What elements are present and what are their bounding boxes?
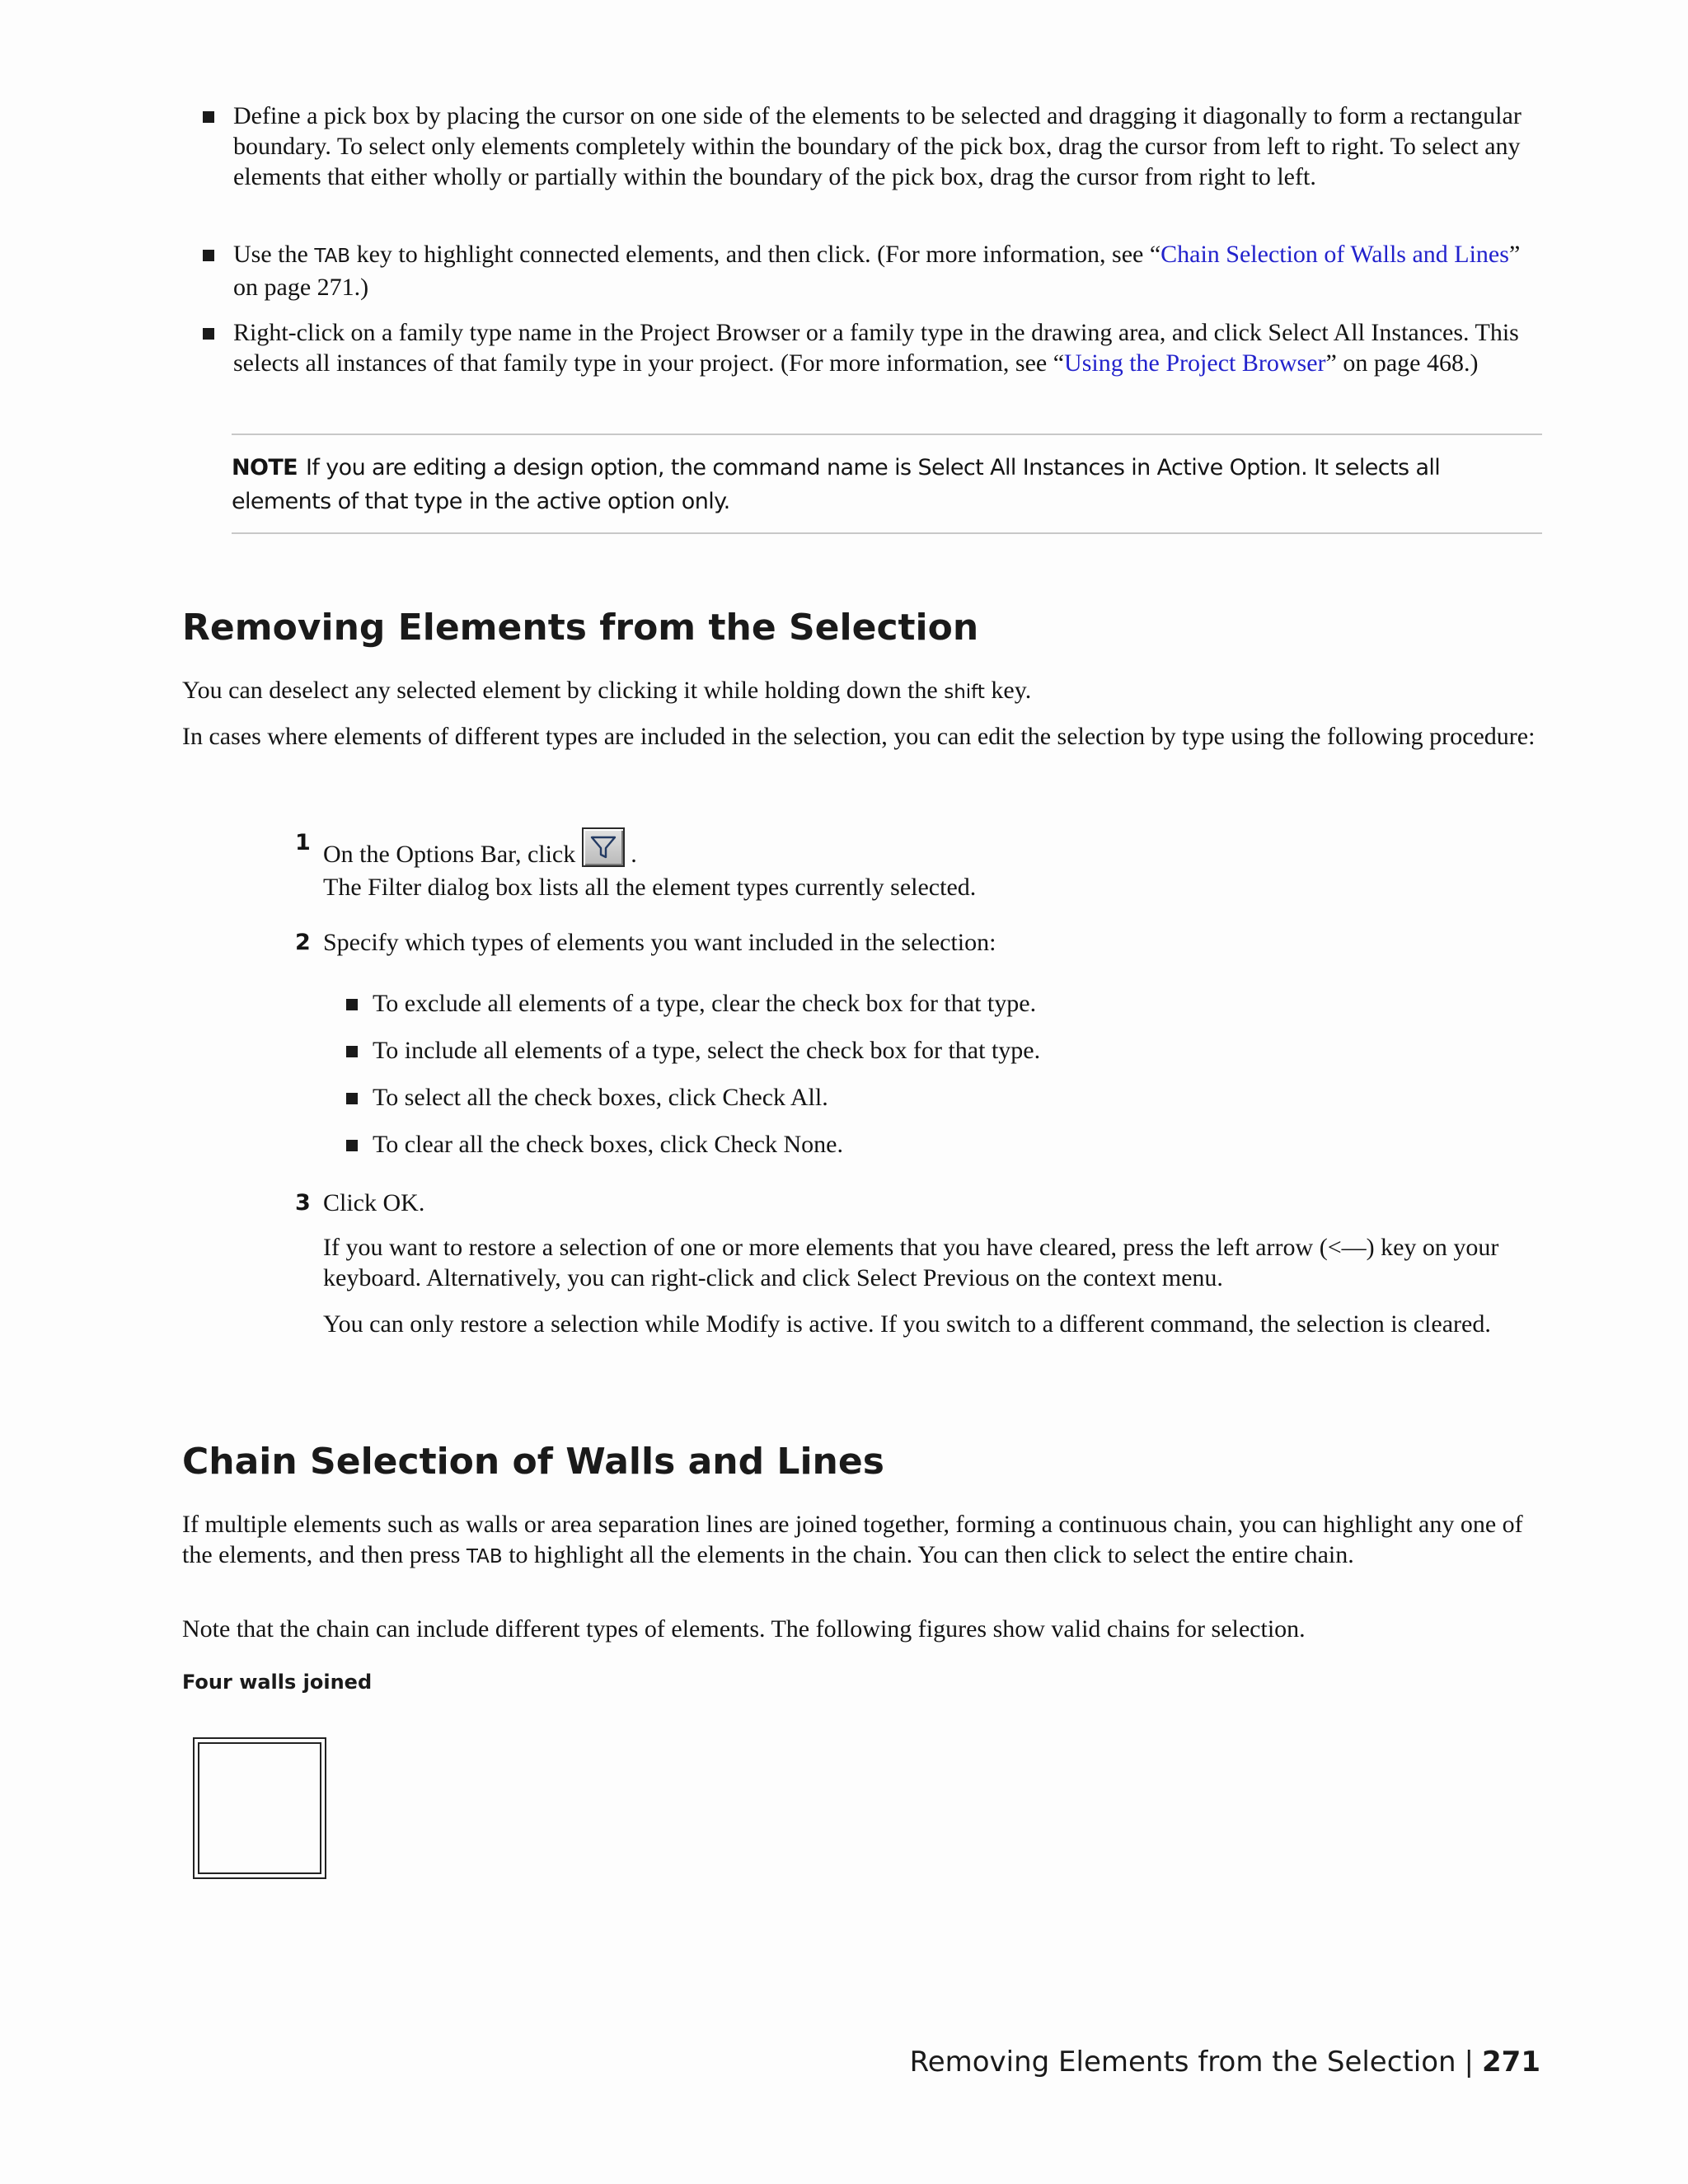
list-item: To exclude all elements of a type, clear the check box for that type. — [346, 988, 1541, 1019]
footer-separator: | — [1464, 2046, 1475, 2079]
bullet-marker — [346, 1093, 358, 1104]
bullet-right-click — [203, 317, 1542, 378]
step-number: 2 — [295, 930, 311, 955]
wall-inner-line — [198, 1742, 321, 1874]
bullet-tab-key — [203, 239, 1542, 302]
key-name: TAB — [314, 246, 351, 267]
bullet-marker — [346, 1046, 358, 1057]
bullet-marker — [346, 1140, 358, 1151]
bullet-marker — [203, 250, 214, 261]
step-text: Specify which types of elements you want included in the selection: — [323, 929, 996, 956]
figure-caption: Four walls joined — [182, 1671, 373, 1694]
paragraph-chain-intro: If multiple elements such as walls or area separation lines are joined together, forming a continuous chain, you can highlight any one of the elements, and then press TAB to highlight all the elements in the chain. You can then click to select the entire chain. — [182, 1511, 1523, 1568]
step-1 — [295, 827, 1548, 869]
bullet-text: Use the TAB key to highlight connected elements, and then click. (For more information, see “Chain Selection of Walls and Lines” on page 271.) — [233, 241, 1521, 301]
note-text: NOTE If you are editing a design option, the command name is Select All Instances in Active Option. It selects all elements of that type in the active option only. — [232, 455, 1441, 514]
paragraph-deselect: You can deselect any selected element by clicking it while holding down the shift key. — [182, 677, 1032, 704]
list-item: To clear all the check boxes, click Check None. — [346, 1129, 1541, 1160]
step-1-detail: The Filter dialog box lists all the element types currently selected. — [323, 874, 977, 901]
page-number: 271 — [1482, 2046, 1540, 2079]
link-project-browser[interactable]: Using the Project Browser — [1064, 349, 1326, 377]
key-name: shift — [944, 682, 985, 703]
section-title-chain: Chain Selection of Walls and Lines — [182, 1441, 884, 1483]
footer-section-title: Removing Elements from the Selection — [909, 2046, 1456, 2079]
step-3 — [295, 1188, 1548, 1218]
step-number: 1 — [295, 830, 311, 855]
key-name: TAB — [466, 1546, 503, 1568]
paragraph-procedure-intro: In cases where elements of different types are included in the selection, you can edit the selection by type using the following procedure: — [182, 723, 1536, 750]
bullet-marker — [203, 111, 214, 123]
note-label: NOTE — [232, 455, 298, 480]
list-item: To select all the check boxes, click Check All. — [346, 1082, 1541, 1113]
step-3-modify-paragraph: You can only restore a selection while Modify is active. If you switch to a different command, the selection is cleared. — [323, 1310, 1491, 1338]
list-item: To include all elements of a type, select the check box for that type. — [346, 1035, 1541, 1066]
section-title-removing: Removing Elements from the Selection — [182, 607, 979, 649]
bullet-text: Right-click on a family type name in the Project Browser or a family type in the drawing area, and click Select All Instances. This selects all instances of that family type in your project. (For more information, see “Using the Project Browser” on page 468.) — [233, 319, 1519, 377]
page-footer — [910, 2046, 1540, 2079]
link-chain-selection[interactable]: Chain Selection of Walls and Lines — [1160, 241, 1509, 268]
bullet-pick-box — [203, 101, 1542, 192]
step-number: 3 — [295, 1190, 311, 1216]
bullet-text: Define a pick box by placing the cursor on one side of the elements to be selected and dragging it diagonally to form a rectangular boundary. To select only elements completely within the boundary of the pick box, drag the cursor from left to right. To select any elements that either wholly or partially within the boundary of the pick box, drag the cursor from right to left. — [233, 102, 1522, 190]
step-text: Click OK. — [323, 1189, 425, 1216]
note-box — [232, 434, 1542, 534]
bullet-marker — [346, 999, 358, 1010]
step-2 — [295, 927, 1548, 958]
step-text: On the Options Bar, click . — [323, 827, 1548, 869]
four-walls-figure — [193, 1737, 326, 1879]
paragraph-chain-types: Note that the chain can include different types of elements. The following figures show valid chains for selection. — [182, 1615, 1306, 1643]
bullet-marker — [203, 328, 214, 340]
filter-icon[interactable] — [582, 827, 625, 867]
step-3-restore-paragraph: If you want to restore a selection of one or more elements that you have cleared, press the left arrow (<—) key on your keyboard. Alternatively, you can right-click and click Select Previous on the context menu. — [323, 1234, 1499, 1291]
